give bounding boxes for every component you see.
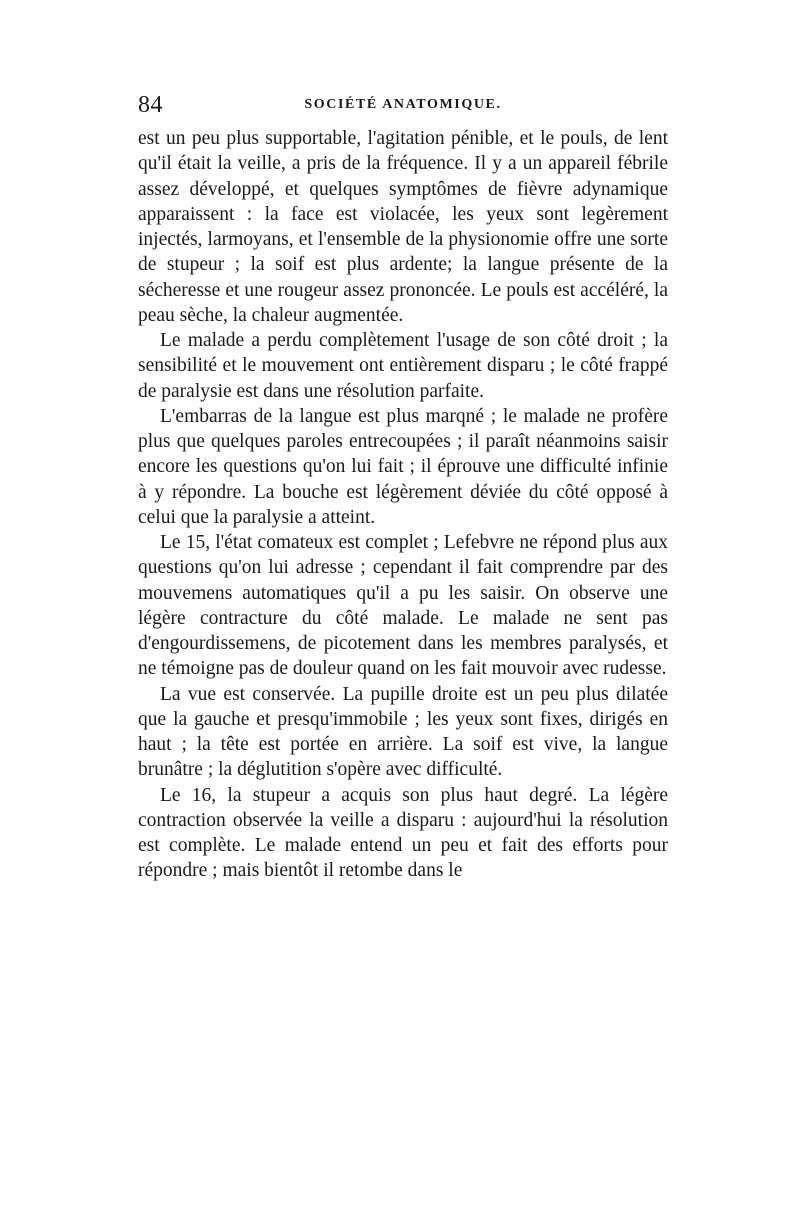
paragraph-vision: La vue est conservée. La pupille droite est un peu plus dilatée que la gauche et presqu'immobile ; les yeux sont fixes, dirigés en haut ; la tête est portée en arrière. La soif est vive, la langue brunâtre ; la déglutition s'opère avec difficulté. (138, 683, 668, 781)
page-number: 84 (138, 92, 163, 118)
paragraph-paralysis: Le malade a perdu complètement l'usage de son côté droit ; la sensibilité et le mouvement ont entièrement disparu ; le côté frappé de paralysie est dans une résolution parfaite. (138, 330, 668, 402)
running-title: SOCIÉTÉ ANATOMIQUE. (304, 97, 502, 112)
page-body-text (138, 126, 668, 884)
paragraph-speech: L'embarras de la langue est plus marqné ; le malade ne profère plus que quelques paroles entrecoupées ; il paraît néanmoins saisir encore les questions qu'on lui fait ; il éprouve une difficulté infinie à y répondre. La bouche est légèrement déviée du côté opposé à celui que la paralysie a atteint. (138, 405, 668, 528)
paragraph-continuation: est un peu plus supportable, l'agitation pénible, et le pouls, de lent qu'il était la veille, a pris de la fréquence. Il y a un appareil fébrile assez développé, et quelques symptômes de fièvre adynamique apparaissent : la face est violacée, les yeux sont legèrement injectés, larmoyans, et l'ensemble de la physionomie offre une sorte de stupeur ; la soif est plus ardente; la langue présente de la sécheresse et une rougeur assez prononcée. Le pouls est accéléré, la peau sèche, la chaleur augmentée. (138, 128, 668, 326)
paragraph-day-15: Le 15, l'état comateux est complet ; Lefebvre ne répond plus aux questions qu'on lui adresse ; cependant il fait comprendre par des mouvemens automatiques qu'il a pu les saisir. On observe une légère contracture du côté malade. Le malade ne sent pas d'engourdissemens, de picotement dans les membres paralysés, et ne témoigne pas de douleur quand on les fait mouvoir avec rudesse. (138, 532, 668, 680)
page-header (138, 90, 668, 120)
paragraph-day-16: Le 16, la stupeur a acquis son plus haut degré. La légère contraction observée la veille a disparu : aujourd'hui la résolution est complète. Le malade entend un peu et fait des efforts pour répondre ; mais bientôt il retombe dans le (138, 784, 668, 882)
